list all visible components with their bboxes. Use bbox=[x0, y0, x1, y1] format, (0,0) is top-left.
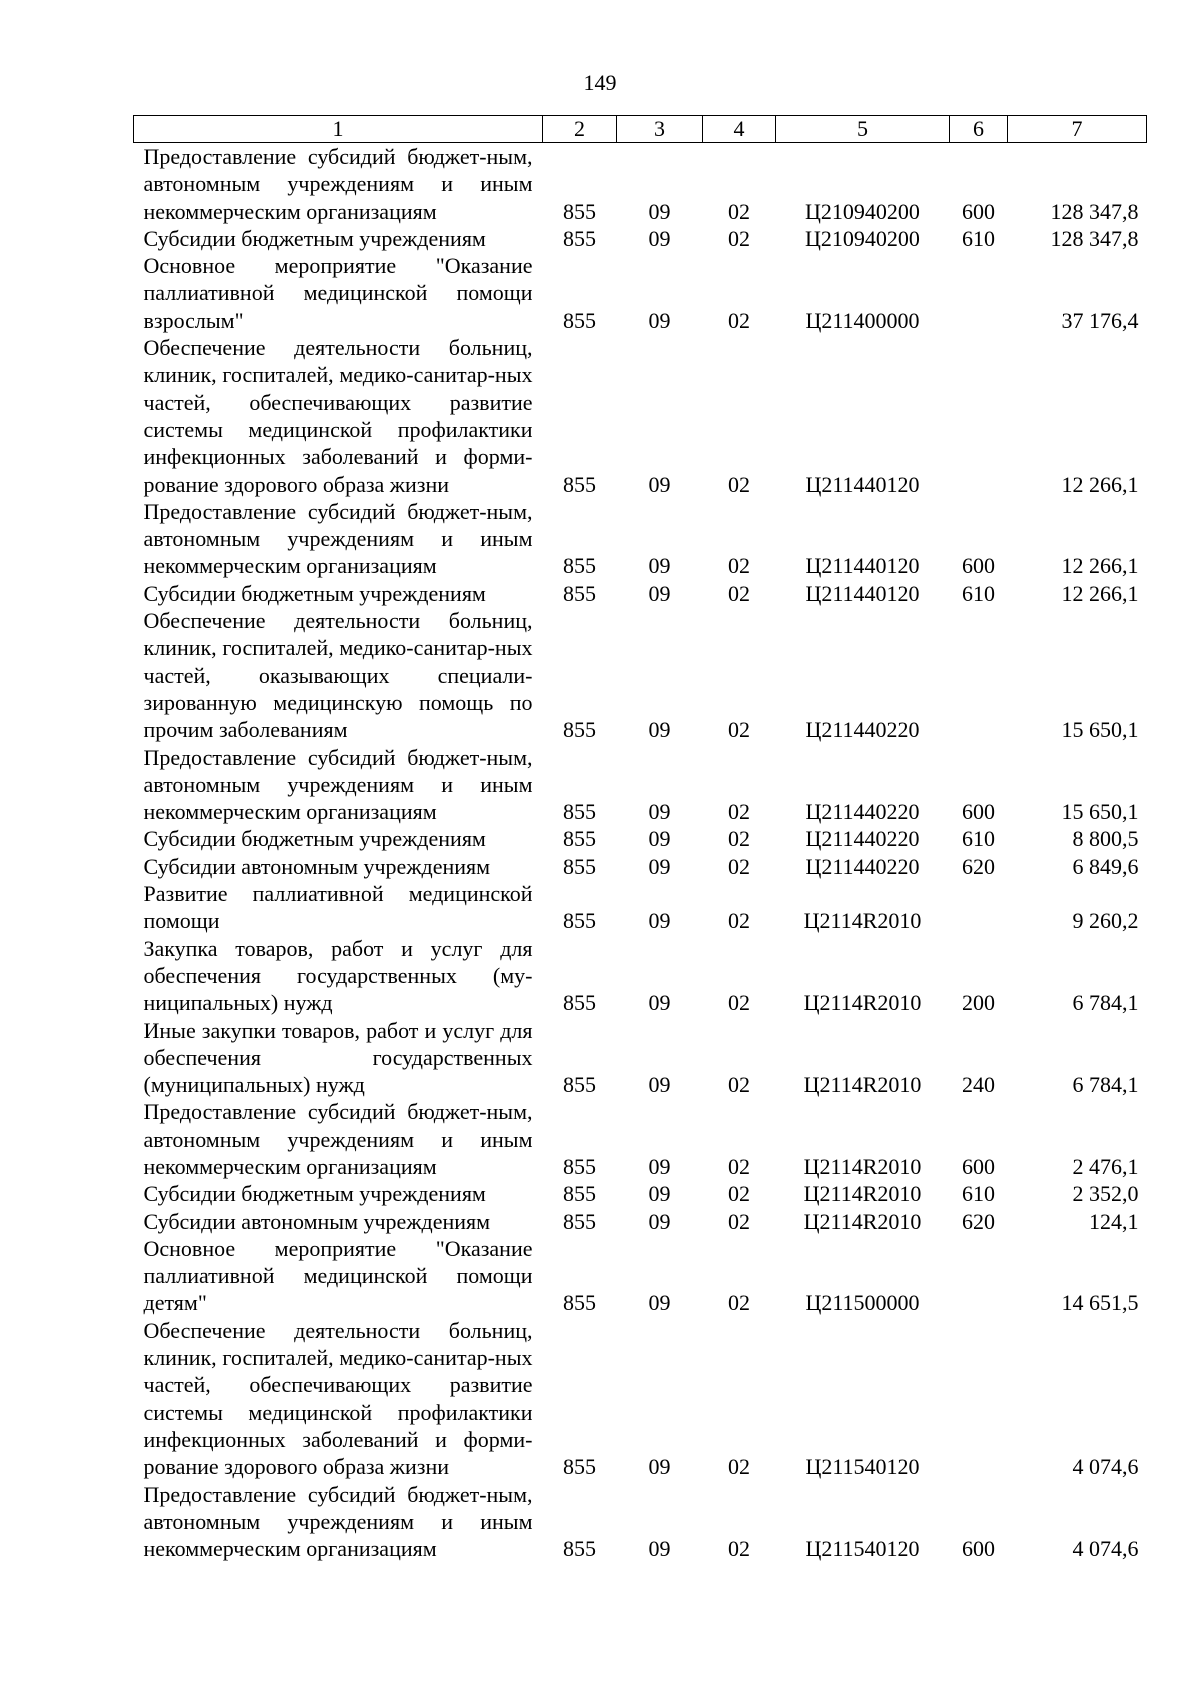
column-header-3: 3 bbox=[617, 116, 703, 143]
expense-type-code: 600 bbox=[962, 553, 995, 579]
subsection-code: 02 bbox=[728, 198, 750, 224]
column-header-1: 1 bbox=[134, 116, 543, 143]
expenditure-name: Иные закупки товаров, работ и услуг для обеспечения государственных (муниципальных) нужд bbox=[143, 1017, 533, 1098]
section-code: 09 bbox=[648, 553, 671, 579]
expense-type-code bbox=[950, 880, 1008, 935]
target-article-code: Ц211440220 bbox=[805, 826, 920, 852]
section-code: 09 bbox=[648, 1536, 671, 1562]
amount: 4 074,6 bbox=[1072, 1454, 1139, 1480]
target-article-code: Ц211440120 bbox=[805, 471, 920, 497]
table-row bbox=[134, 498, 1147, 580]
expense-type-code bbox=[950, 334, 1008, 498]
table-row bbox=[134, 825, 1147, 852]
table-row bbox=[134, 935, 1147, 1017]
amount: 12 266,1 bbox=[1061, 471, 1139, 497]
subsection-code: 02 bbox=[728, 553, 750, 579]
expense-type-code: 600 bbox=[962, 799, 995, 825]
ministry-code: 855 bbox=[563, 1181, 596, 1207]
expense-type-code: 610 bbox=[962, 826, 995, 852]
ministry-code: 855 bbox=[563, 198, 596, 224]
target-article-code: Ц211500000 bbox=[805, 1290, 920, 1316]
table-header bbox=[134, 116, 1147, 143]
target-article-code: Ц211440220 bbox=[805, 799, 920, 825]
table-row bbox=[134, 580, 1147, 607]
table-row bbox=[134, 1317, 1147, 1481]
amount: 8 800,5 bbox=[1072, 826, 1139, 852]
table-row bbox=[134, 143, 1147, 225]
column-header-2: 2 bbox=[543, 116, 617, 143]
ministry-code: 855 bbox=[563, 717, 596, 743]
column-header-6: 6 bbox=[950, 116, 1008, 143]
target-article-code: Ц211440220 bbox=[805, 717, 920, 743]
expenditure-name: Предоставление субсидий бюджет-ным, автономным учреждениям и иным некоммерческим организациям bbox=[143, 1481, 533, 1562]
expenditure-name: Предоставление субсидий бюджет-ным, автономным учреждениям и иным некоммерческим организациям bbox=[143, 144, 533, 224]
expenditure-name: Закупка товаров, работ и услуг для обеспечения государственных (му-ниципальных) нужд bbox=[143, 935, 533, 1016]
table-row bbox=[134, 744, 1147, 826]
section-code: 09 bbox=[648, 1153, 671, 1179]
subsection-code: 02 bbox=[728, 1072, 750, 1098]
section-code: 09 bbox=[648, 826, 671, 852]
expenditure-name: Обеспечение деятельности больниц, клиник, госпиталей, медико-санитар-ных частей, обеспечивающих развитие системы медицинской профилактики инфекционных заболеваний и форми-рование здорового образа жизни bbox=[143, 1317, 533, 1480]
section-code: 09 bbox=[648, 471, 671, 497]
subsection-code: 02 bbox=[728, 1536, 750, 1562]
amount: 15 650,1 bbox=[1061, 799, 1139, 825]
section-code: 09 bbox=[648, 307, 671, 333]
table-row bbox=[134, 334, 1147, 498]
table-row bbox=[134, 1017, 1147, 1099]
expenditure-name: Предоставление субсидий бюджет-ным, автономным учреждениям и иным некоммерческим организациям bbox=[143, 498, 533, 579]
expenditure-name: Развитие паллиативной медицинской помощи bbox=[143, 881, 533, 934]
table-row bbox=[134, 252, 1147, 334]
ministry-code: 855 bbox=[563, 225, 596, 251]
table-row bbox=[134, 1098, 1147, 1180]
table-row bbox=[134, 607, 1147, 743]
section-code: 09 bbox=[648, 1454, 671, 1480]
target-article-code: Ц211540120 bbox=[805, 1536, 920, 1562]
amount: 4 074,6 bbox=[1072, 1536, 1139, 1562]
expense-type-code: 620 bbox=[962, 853, 995, 879]
section-code: 09 bbox=[648, 990, 671, 1016]
expenditure-name: Субсидии бюджетным учреждениям bbox=[143, 225, 486, 251]
target-article-code: Ц210940200 bbox=[805, 225, 920, 251]
target-article-code: Ц2114R2010 bbox=[803, 1208, 922, 1234]
expense-type-code: 620 bbox=[962, 1208, 995, 1234]
amount: 15 650,1 bbox=[1061, 717, 1139, 743]
expenditure-name: Предоставление субсидий бюджет-ным, автономным учреждениям и иным некоммерческим организациям bbox=[143, 744, 533, 825]
target-article-code: Ц2114R2010 bbox=[803, 1072, 922, 1098]
subsection-code: 02 bbox=[728, 225, 750, 251]
amount: 9 260,2 bbox=[1072, 908, 1139, 934]
amount: 2 352,0 bbox=[1072, 1181, 1139, 1207]
expense-type-code bbox=[950, 252, 1008, 334]
expenditure-name: Основное мероприятие "Оказание паллиативной медицинской помощи детям" bbox=[143, 1235, 533, 1316]
subsection-code: 02 bbox=[728, 908, 750, 934]
page-number: 149 bbox=[583, 70, 617, 95]
column-header-7: 7 bbox=[1008, 116, 1147, 143]
expenditure-name: Основное мероприятие "Оказание паллиативной медицинской помощи взрослым" bbox=[143, 253, 533, 333]
subsection-code: 02 bbox=[728, 1181, 750, 1207]
expense-type-code: 200 bbox=[962, 990, 995, 1016]
column-header-5: 5 bbox=[776, 116, 950, 143]
ministry-code: 855 bbox=[563, 799, 596, 825]
ministry-code: 855 bbox=[563, 307, 596, 333]
section-code: 09 bbox=[648, 853, 671, 879]
expenditure-name: Субсидии бюджетным учреждениям bbox=[143, 826, 486, 852]
expense-type-code: 610 bbox=[962, 225, 995, 251]
expenditure-name: Обеспечение деятельности больниц, клиник, госпиталей, медико-санитар-ных частей, обеспечивающих развитие системы медицинской профилактики инфекционных заболеваний и форми-рование здорового образа жизни bbox=[143, 335, 533, 497]
expense-type-code: 240 bbox=[962, 1072, 995, 1098]
expense-type-code: 610 bbox=[962, 580, 995, 606]
amount: 2 476,1 bbox=[1072, 1153, 1139, 1179]
ministry-code: 855 bbox=[563, 826, 596, 852]
subsection-code: 02 bbox=[728, 1454, 750, 1480]
section-code: 09 bbox=[648, 717, 671, 743]
table-row bbox=[134, 225, 1147, 252]
ministry-code: 855 bbox=[563, 990, 596, 1016]
column-header-4: 4 bbox=[703, 116, 776, 143]
amount: 6 849,6 bbox=[1072, 853, 1139, 879]
expenditure-name: Субсидии автономным учреждениям bbox=[143, 853, 491, 879]
subsection-code: 02 bbox=[728, 1208, 750, 1234]
subsection-code: 02 bbox=[728, 471, 750, 497]
header-row bbox=[134, 116, 1147, 143]
ministry-code: 855 bbox=[563, 1290, 596, 1316]
target-article-code: Ц211440120 bbox=[805, 580, 920, 606]
amount: 128 347,8 bbox=[1050, 225, 1139, 251]
target-article-code: Ц2114R2010 bbox=[803, 1181, 922, 1207]
subsection-code: 02 bbox=[728, 307, 750, 333]
amount: 12 266,1 bbox=[1061, 580, 1139, 606]
table-row bbox=[134, 1208, 1147, 1235]
table-row bbox=[134, 880, 1147, 935]
ministry-code: 855 bbox=[563, 1454, 596, 1480]
section-code: 09 bbox=[648, 1208, 671, 1234]
expense-type-code bbox=[950, 1235, 1008, 1317]
target-article-code: Ц210940200 bbox=[805, 198, 920, 224]
expense-type-code: 600 bbox=[962, 198, 995, 224]
table-row bbox=[134, 1481, 1147, 1563]
ministry-code: 855 bbox=[563, 853, 596, 879]
subsection-code: 02 bbox=[728, 826, 750, 852]
section-code: 09 bbox=[648, 799, 671, 825]
ministry-code: 855 bbox=[563, 1208, 596, 1234]
section-code: 09 bbox=[648, 580, 671, 606]
target-article-code: Ц2114R2010 bbox=[803, 908, 922, 934]
ministry-code: 855 bbox=[563, 1536, 596, 1562]
target-article-code: Ц2114R2010 bbox=[803, 1153, 922, 1179]
amount: 128 347,8 bbox=[1050, 198, 1139, 224]
section-code: 09 bbox=[648, 908, 671, 934]
expense-type-code: 610 bbox=[962, 1181, 995, 1207]
expenditure-name: Субсидии автономным учреждениям bbox=[143, 1208, 491, 1234]
target-article-code: Ц211540120 bbox=[805, 1454, 920, 1480]
section-code: 09 bbox=[648, 1290, 671, 1316]
ministry-code: 855 bbox=[563, 553, 596, 579]
ministry-code: 855 bbox=[563, 1072, 596, 1098]
budget-table bbox=[133, 115, 1147, 1562]
expenditure-name: Предоставление субсидий бюджет-ным, автономным учреждениям и иным некоммерческим организациям bbox=[143, 1099, 533, 1179]
expense-type-code bbox=[950, 1317, 1008, 1481]
ministry-code: 855 bbox=[563, 1153, 596, 1179]
amount: 12 266,1 bbox=[1061, 553, 1139, 579]
subsection-code: 02 bbox=[728, 717, 750, 743]
target-article-code: Ц211400000 bbox=[805, 307, 920, 333]
expense-type-code: 600 bbox=[962, 1536, 995, 1562]
expenditure-name: Обеспечение деятельности больниц, клиник, госпиталей, медико-санитар-ных частей, оказывающих специали-зированную медицинскую помощь по прочим заболеваниям bbox=[143, 608, 533, 743]
subsection-code: 02 bbox=[728, 990, 750, 1016]
subsection-code: 02 bbox=[728, 853, 750, 879]
amount: 14 651,5 bbox=[1061, 1290, 1139, 1316]
amount: 124,1 bbox=[1089, 1208, 1139, 1234]
section-code: 09 bbox=[648, 1181, 671, 1207]
subsection-code: 02 bbox=[728, 1153, 750, 1179]
amount: 6 784,1 bbox=[1072, 990, 1139, 1016]
expense-type-code bbox=[950, 607, 1008, 743]
table-row bbox=[134, 1180, 1147, 1207]
section-code: 09 bbox=[648, 225, 671, 251]
ministry-code: 855 bbox=[563, 580, 596, 606]
amount: 37 176,4 bbox=[1061, 307, 1139, 333]
amount: 6 784,1 bbox=[1072, 1072, 1139, 1098]
subsection-code: 02 bbox=[728, 799, 750, 825]
ministry-code: 855 bbox=[563, 908, 596, 934]
target-article-code: Ц211440220 bbox=[805, 853, 920, 879]
target-article-code: Ц2114R2010 bbox=[803, 990, 922, 1016]
section-code: 09 bbox=[648, 1072, 671, 1098]
subsection-code: 02 bbox=[728, 580, 750, 606]
expenditure-name: Субсидии бюджетным учреждениям bbox=[143, 580, 486, 606]
table-body bbox=[134, 143, 1147, 1563]
table-row bbox=[134, 853, 1147, 880]
section-code: 09 bbox=[648, 198, 671, 224]
expenditure-name: Субсидии бюджетным учреждениям bbox=[143, 1181, 486, 1207]
subsection-code: 02 bbox=[728, 1290, 750, 1316]
ministry-code: 855 bbox=[563, 471, 596, 497]
expense-type-code: 600 bbox=[962, 1153, 995, 1179]
table-row bbox=[134, 1235, 1147, 1317]
target-article-code: Ц211440120 bbox=[805, 553, 920, 579]
